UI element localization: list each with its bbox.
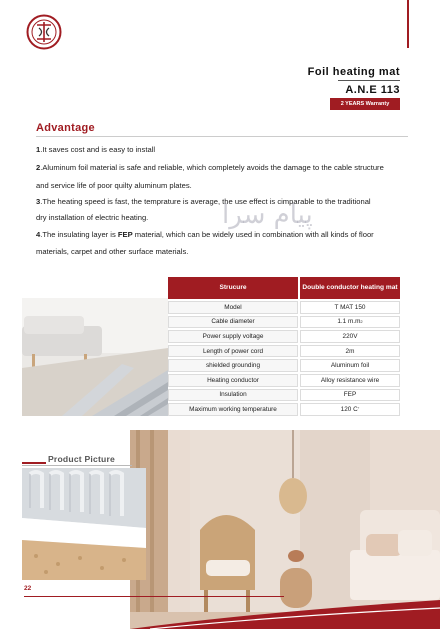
- row-value: 220V: [300, 330, 400, 343]
- table-row: [168, 345, 400, 358]
- advantage-item-4-cont: materials, carpet and other surface materials.: [36, 247, 189, 256]
- advantage-item-3-cont: dry installation of electric heating.: [36, 213, 149, 222]
- row-label: Length of power cord: [168, 345, 298, 358]
- watermark-text: پیام سرا: [222, 200, 313, 230]
- advantage-divider: [36, 136, 408, 137]
- row-value: Alloy resistance wire: [300, 374, 400, 387]
- row-value: 1.1 m.m 2: [300, 316, 400, 329]
- row-label: Cable diameter: [168, 316, 298, 329]
- row-value: FEP: [300, 389, 400, 402]
- spec-table: [168, 277, 400, 416]
- table-row: [168, 374, 400, 387]
- row-value: Aluminum foil: [300, 359, 400, 372]
- footer-line: [24, 596, 284, 597]
- installation-photo: [22, 298, 168, 416]
- advantage-heading: Advantage: [36, 122, 95, 134]
- row-label: shielded grounding: [168, 359, 298, 372]
- product-picture-divider: [22, 465, 132, 466]
- table-row: [168, 301, 400, 314]
- model-code: A.N.E 113: [345, 84, 400, 96]
- table-row: [168, 403, 400, 416]
- table-row: [168, 330, 400, 343]
- spec-table-header: [168, 277, 400, 299]
- header-accent-line: [407, 0, 409, 48]
- row-value: 2m: [300, 345, 400, 358]
- row-value: T MAT 150: [300, 301, 400, 314]
- table-row: [168, 359, 400, 372]
- row-label: Model: [168, 301, 298, 314]
- advantage-item-2: 2.Aluminum foil material is safe and reliable, which completely avoids the damage to the cable structure: [36, 163, 384, 172]
- page-number: 22: [24, 585, 32, 592]
- row-label: Heating conductor: [168, 374, 298, 387]
- row-label: Power supply voltage: [168, 330, 298, 343]
- table-row: [168, 389, 400, 402]
- company-logo: [26, 14, 62, 50]
- table-row: [168, 316, 400, 329]
- product-picture-label: Product Picture: [48, 454, 115, 464]
- title-divider: [338, 80, 400, 81]
- warranty-badge: 2 YEARS Warranty: [330, 98, 400, 110]
- product-photo: [22, 468, 146, 580]
- row-label: Insulation: [168, 389, 298, 402]
- advantage-item-4: 4.The insulating layer is FEP material, which can be widely used in combination with all kinds of floor: [36, 230, 374, 239]
- product-title: Foil heating mat: [307, 66, 400, 78]
- header-product-type: Double conductor heating mat: [300, 277, 400, 299]
- advantage-item-3: 3.The heating speed is fast, the temprature is average, the use effect is cimparable to the traditional: [36, 197, 371, 206]
- row-label: Maximum working temperature: [168, 403, 298, 416]
- product-picture-accent: [22, 462, 46, 464]
- row-value: 120 C °: [300, 403, 400, 416]
- header-structure: Strucure: [168, 277, 298, 299]
- advantage-item-2-cont: and service life of poor quilty aluminum plates.: [36, 181, 192, 190]
- advantage-item-1: 1.It saves cost and is easy to install: [36, 145, 156, 154]
